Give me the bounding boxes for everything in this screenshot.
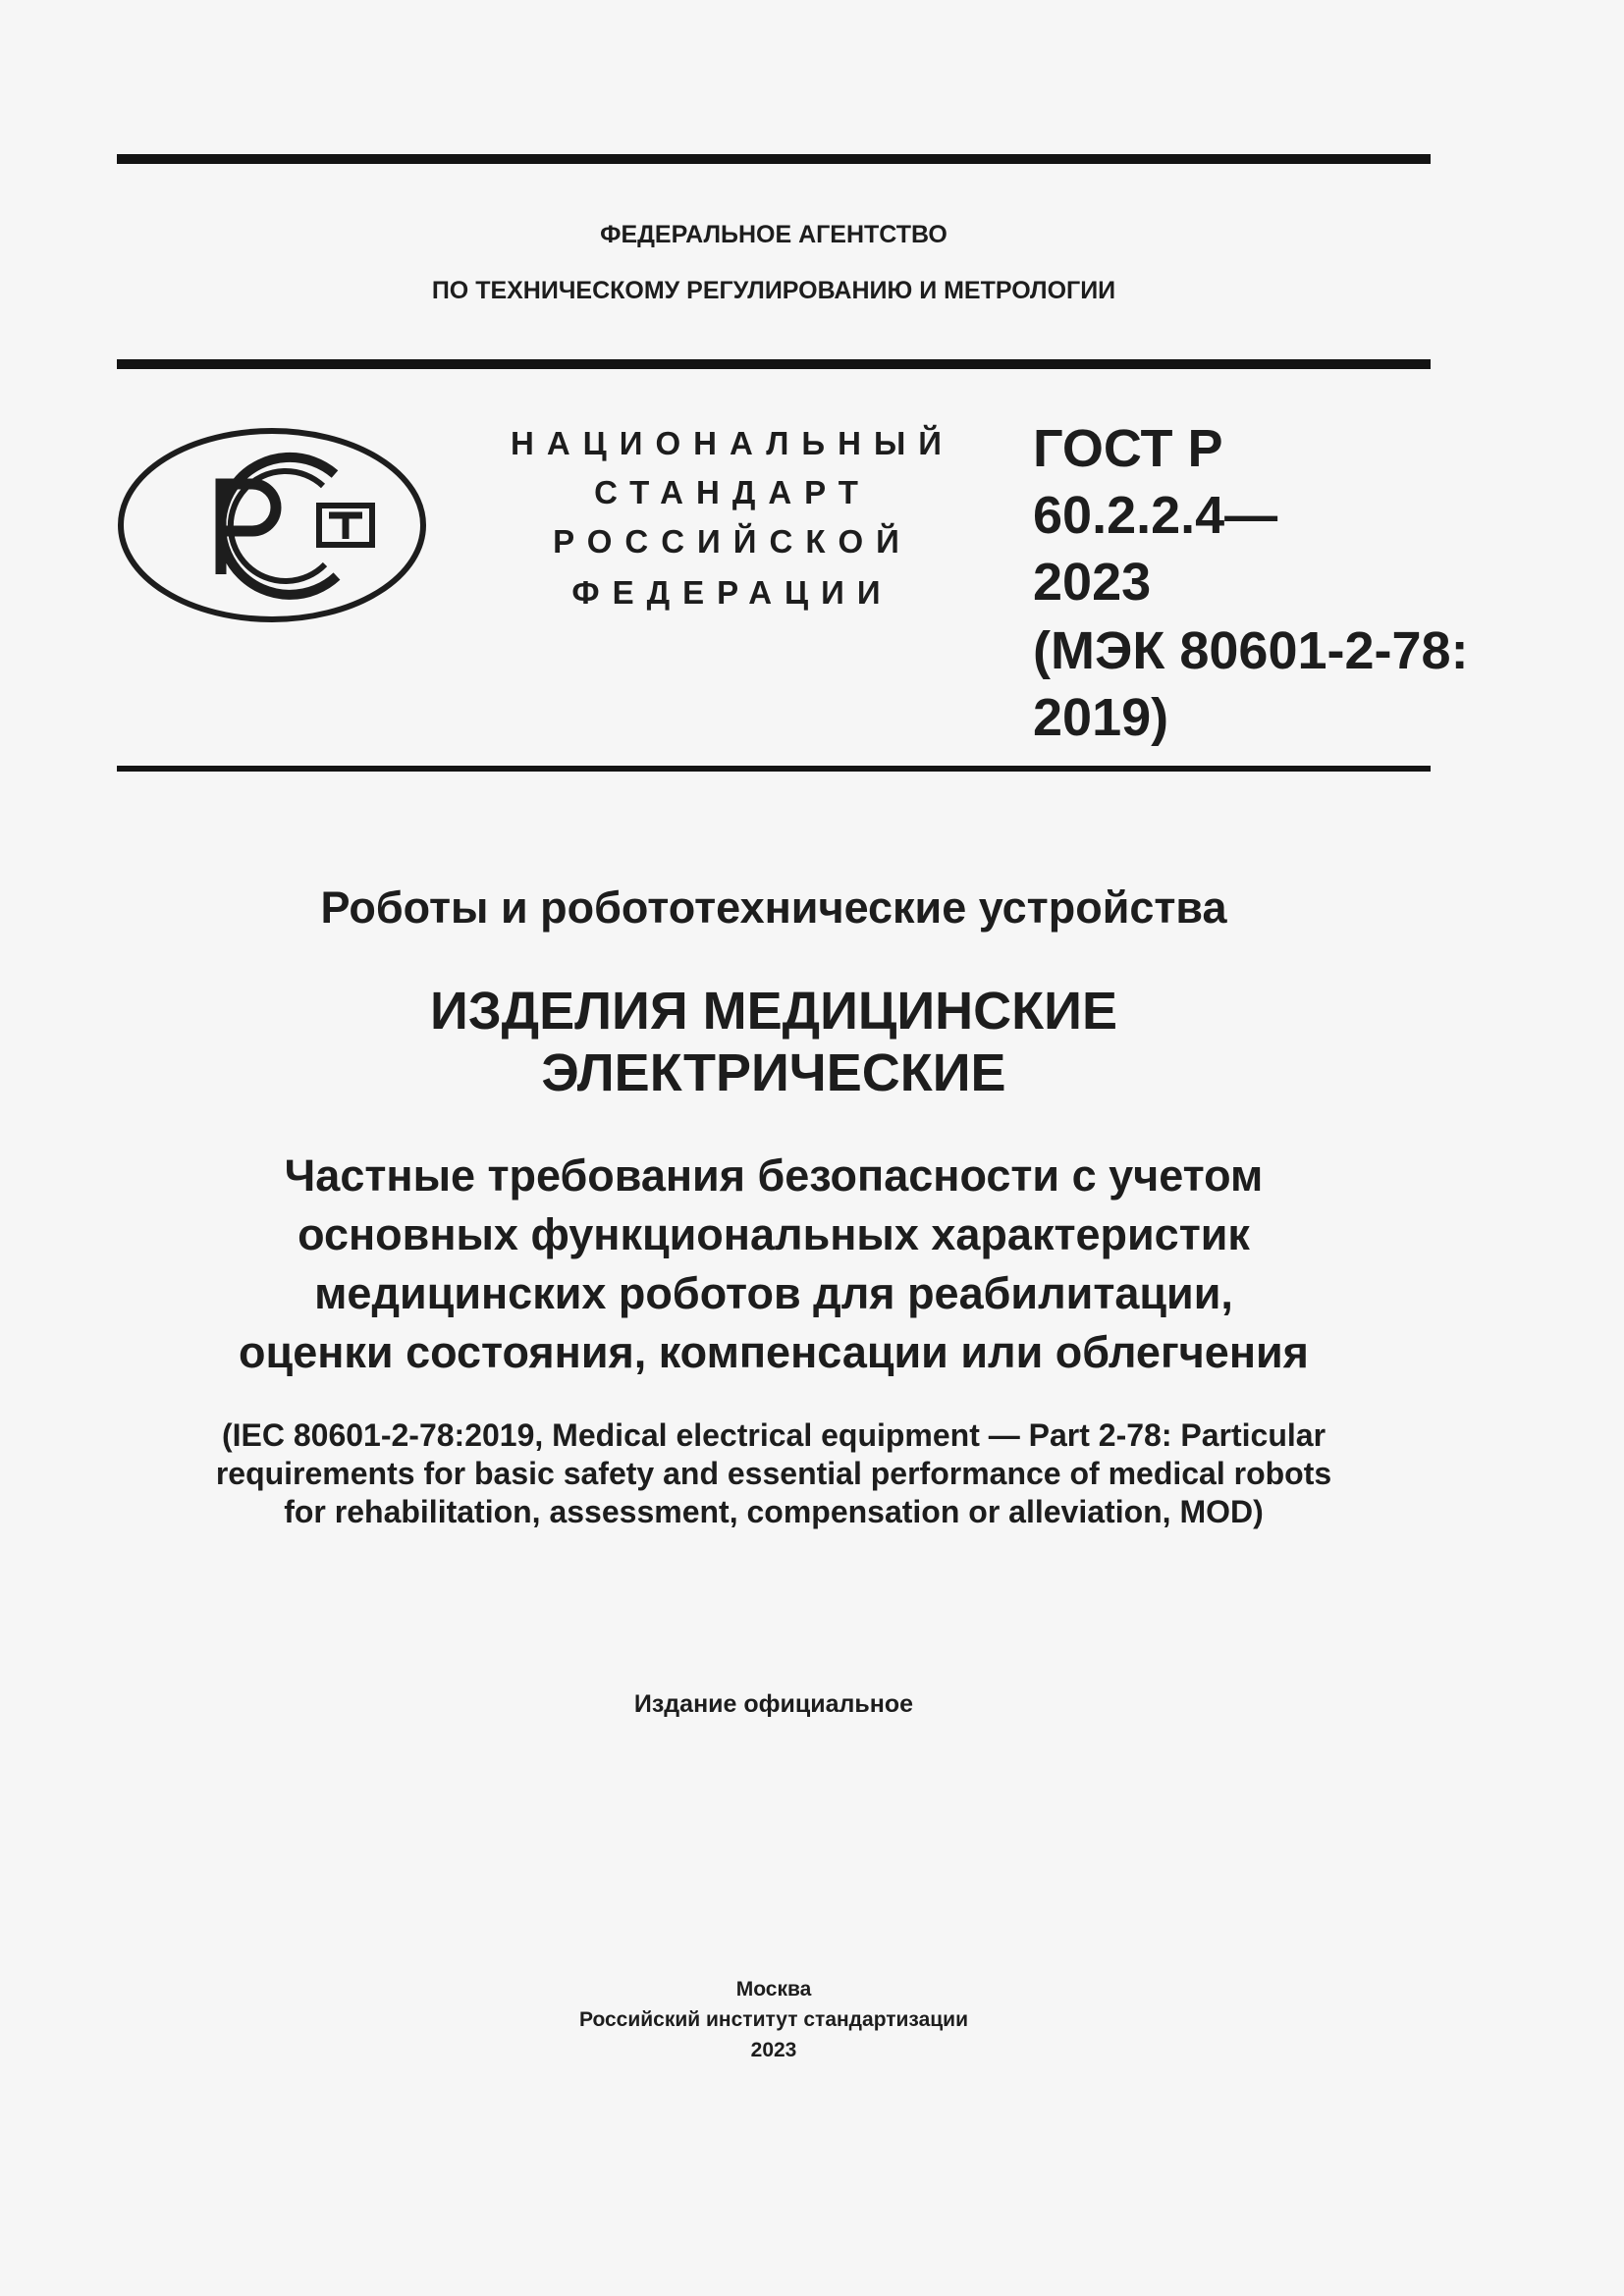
imprint-publisher: Российский институт стандартизации [578, 2008, 969, 2031]
imprint-city: Москва [735, 1978, 812, 2001]
iec-reference-line-3: for rehabilitation, assessment, compensation or alleviation, MOD) [284, 1494, 1264, 1529]
designation-line-2: 60.2.2.4— [1033, 486, 1278, 545]
iec-reference-line-2: requirements for basic safety and essential performance of medical robots [215, 1456, 1332, 1491]
rst-certification-mark-icon [117, 427, 427, 623]
iec-reference-line-1: (IEC 80601-2-78:2019, Medical electrical equipment — Part 2-78: Particular [221, 1417, 1326, 1453]
designation-line-1: ГОСТ Р [1033, 419, 1223, 478]
title-group: Роботы и робототехнические устройства [320, 882, 1227, 933]
agency-line-2: ПО ТЕХНИЧЕСКОМУ РЕГУЛИРОВАНИЮ И МЕТРОЛОГИИ [431, 277, 1116, 304]
national-standard-line-4: ФЕДЕРАЦИИ [571, 574, 893, 611]
title-sub-line-4: оценки состояния, компенсации или облегчения [239, 1327, 1309, 1377]
title-main-line-2: ЭЛЕКТРИЧЕСКИЕ [541, 1043, 1006, 1102]
agency-line-1: ФЕДЕРАЛЬНОЕ АГЕНТСТВО [600, 221, 947, 248]
designation-line-5: 2019) [1033, 688, 1169, 747]
title-sub-line-2: основных функциональных характеристик [298, 1209, 1250, 1259]
national-standard-line-2: СТАНДАРТ [594, 474, 871, 510]
designation-line-3: 2023 [1033, 553, 1152, 612]
title-sub-line-1: Частные требования безопасности с учетом [284, 1150, 1264, 1201]
header-rule [117, 359, 1431, 369]
national-standard-line-3: РОССИЙСКОЙ [553, 523, 912, 560]
imprint-year: 2023 [750, 2039, 797, 2061]
title-main-line-1: ИЗДЕЛИЯ МЕДИЦИНСКИЕ [430, 982, 1117, 1041]
national-standard-line-1: НАЦИОНАЛЬНЫЙ [511, 425, 954, 461]
title-sub-line-3: медицинских роботов для реабилитации, [314, 1268, 1233, 1318]
designation-rule [117, 766, 1431, 772]
edition-label: Издание официальное [633, 1690, 914, 1718]
top-rule [117, 154, 1431, 164]
designation-line-4: (МЭК 80601-2-78: [1033, 621, 1469, 680]
